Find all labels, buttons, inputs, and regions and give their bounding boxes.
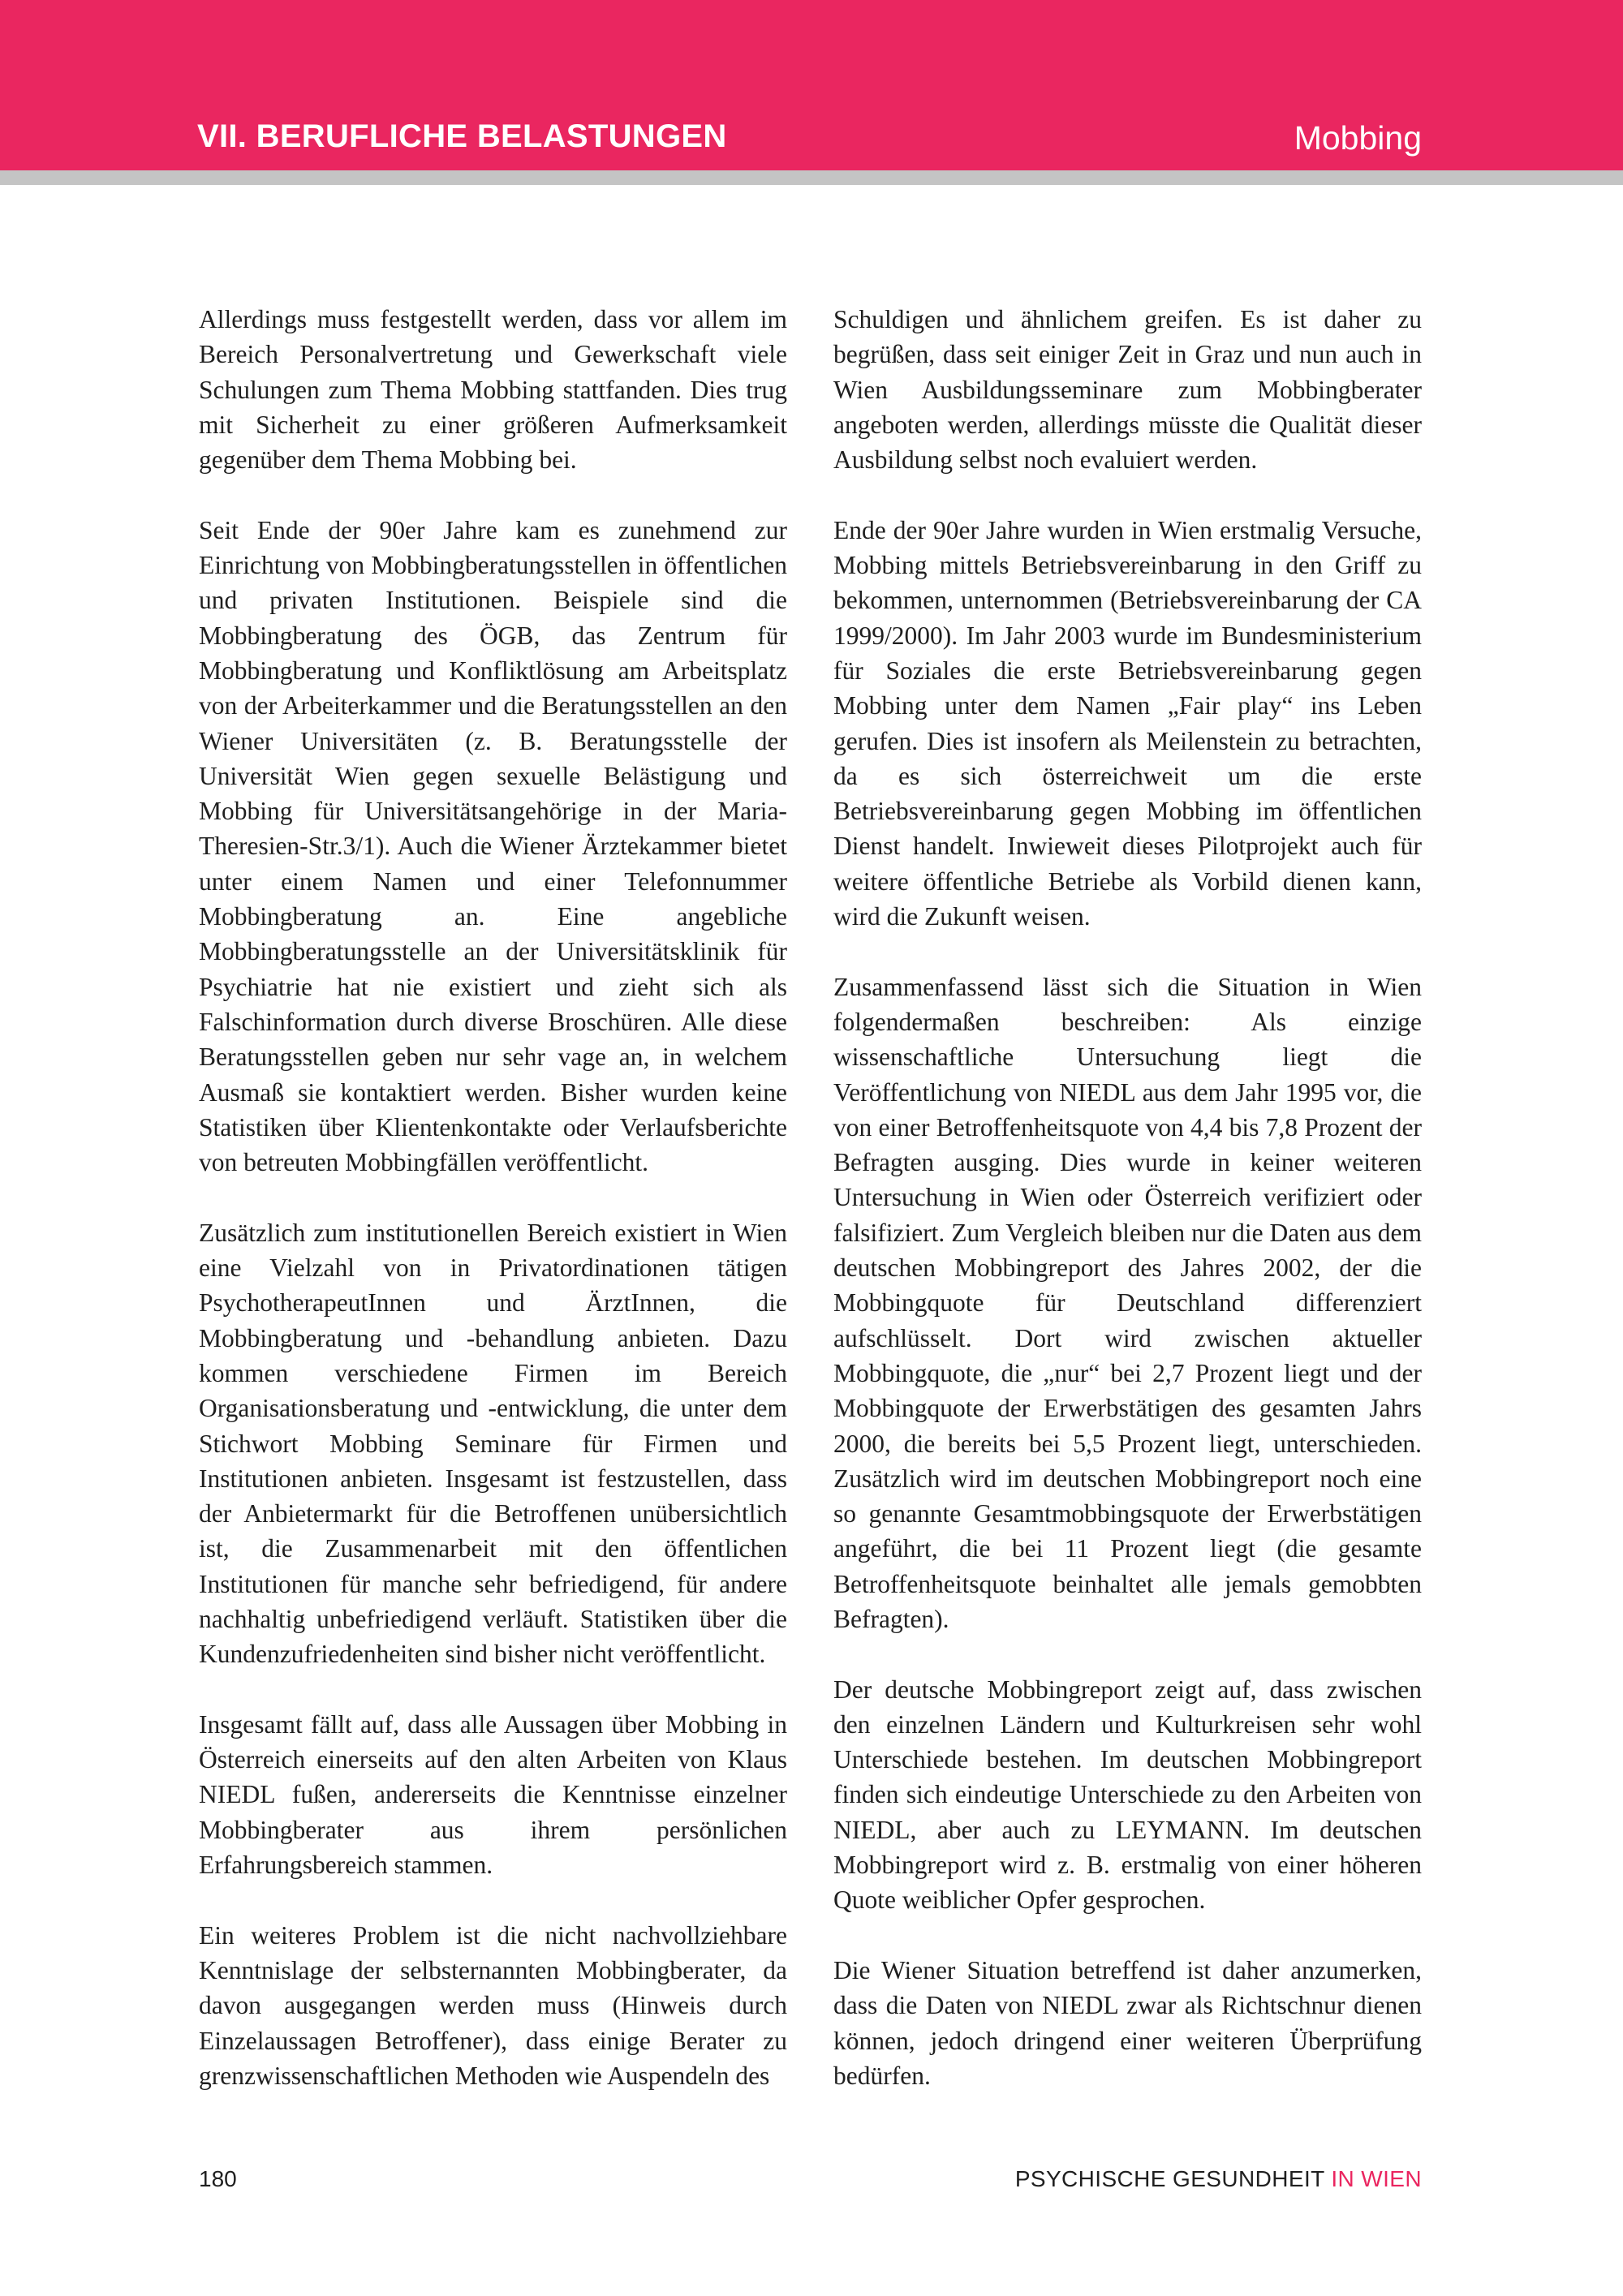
left-text-column: [199, 302, 787, 2093]
footer-title-main: PSYCHISCHE GESUNDHEIT: [1014, 2166, 1325, 2191]
page-number: 180: [199, 2166, 237, 2191]
footer-title-accent: IN WIEN: [1331, 2166, 1422, 2191]
paragraph: Zusätzlich zum institutionellen Bereich existiert in Wien eine Vielzahl von in Privatordinationen tätigen PsychotherapeutInnen und ÄrztInnen, die Mobbingberatung und -behandlung anbieten. Dazu kommen verschiedene Firmen im Bereich Organisationsberatung und -entwicklung, die unter dem Stichwort Mobbing Seminare für Firmen und Institutionen anbieten. Insgesamt ist festzustellen, dass der Anbietermarkt für die Betroffenen unübersichtlich ist, die Zusammenarbeit mit den öffentlichen Institutionen für manche sehr befriedigend, für andere nachhaltig unbefriedigend verläuft. Statistiken über die Kundenzufriedenheiten sind bisher nicht veröffentlicht.: [199, 1218, 787, 1669]
paragraph: Zusammenfassend lässt sich die Situation in Wien folgendermaßen beschreiben: Als einzige wissenschaftliche Untersuchung liegt die Veröffentlichung von NIEDL aus dem Jahr 1995 vor, die von einer Betroffenheitsquote von 4,4 bis 7,8 Prozent der Befragten ausging. Dies wurde in keiner weiteren Untersuchung in Wien oder Österreich verifiziert oder falsifiziert. Zum Vergleich bleiben nur die Daten aus dem deutschen Mobbingreport des Jahres 2002, der die Mobbingquote für Deutschland differenziert aufschlüsselt. Dort wird zwischen aktueller Mobbingquote, die „nur“ bei 2,7 Prozent liegt und der Mobbingquote der Erwerbstätigen des gesamten Jahrs 2000, die bereits bei 5,5 Prozent liegt, unterschieden. Zusätzlich wird im deutschen Mobbingreport noch eine so genannte Gesamtmobbingsquote der Erwerbstätigen angeführt, die bei 11 Prozent liegt (die gesamte Betroffenheitsquote beinhaltet alle jemals gemobbten Befragten).: [833, 972, 1422, 1633]
footer-publication-title: [1015, 2168, 1422, 2191]
paragraph: Ein weiteres Problem ist die nicht nachvollziehbare Kenntnislage der selbsternannten Mobbingberater, da davon ausgegangen werden muss (Hinweis durch Einzelaussagen Betroffener), dass einige Berater zu grenzwissenschaftlichen Methoden wie Auspendeln des: [199, 1920, 787, 2090]
paragraph: Die Wiener Situation betreffend ist daher anzumerken, dass die Daten von NIEDL zwar als Richtschnur dienen können, jedoch dringend einer weiteren Überprüfung bedürfen.: [833, 1955, 1422, 2090]
paragraph: Schuldigen und ähnlichem greifen. Es ist daher zu begrüßen, dass seit einiger Zeit in Graz und nun auch in Wien Ausbildungsseminare zum Mobbingberater angeboten werden, allerdings müsste die Qualität dieser Ausbildung selbst noch evaluiert werden.: [833, 305, 1422, 475]
paragraph: Insgesamt fällt auf, dass alle Aussagen über Mobbing in Österreich einerseits auf den alten Arbeiten von Klaus NIEDL fußen, andererseits die Kenntnisse einzelner Mobbingberater aus ihrem persönlichen Erfahrungsbereich stammen.: [199, 1709, 787, 1880]
right-text-column: [833, 302, 1422, 2093]
section-title: VII. BERUFLICHE BELASTUNGEN: [197, 118, 727, 154]
header-shadow-bar: [0, 170, 1623, 185]
topic-label: Mobbing: [1294, 119, 1422, 157]
paragraph: Ende der 90er Jahre wurden in Wien erstmalig Versuche, Mobbing mittels Betriebsvereinbarung in den Griff zu bekommen, unternommen (Betriebsvereinbarung der CA 1999/2000). Im Jahr 2003 wurde im Bundesministerium für Soziales die erste Betriebsvereinbarung gegen Mobbing unter dem Namen „Fair play“ ins Leben gerufen. Dies ist insofern als Meilenstein zu betrachten, da es sich österreichweit um die erste Betriebsvereinbarung gegen Mobbing im öffentlichen Dienst handelt. Inwieweit dieses Pilotprojekt auch für weitere öffentliche Betriebe als Vorbild dienen kann, wird die Zukunft weisen.: [833, 515, 1422, 931]
paragraph: Allerdings muss festgestellt werden, dass vor allem im Bereich Personalvertretung und Gewerkschaft viele Schulungen zum Thema Mobbing stattfanden. Dies trug mit Sicherheit zu einer größeren Aufmerksamkeit gegenüber dem Thema Mobbing bei.: [199, 305, 787, 475]
paragraph: Der deutsche Mobbingreport zeigt auf, dass zwischen den einzelnen Ländern und Kulturkreisen sehr wohl Unterschiede bestehen. Im deutschen Mobbingreport finden sich eindeutige Unterschiede zu den Arbeiten von NIEDL, aber auch zu LEYMANN. Im deutschen Mobbingreport wird z. B. erstmalig von einer höheren Quote weiblicher Opfer gesprochen.: [833, 1675, 1422, 1915]
paragraph: Seit Ende der 90er Jahre kam es zunehmend zur Einrichtung von Mobbingberatungsstellen in öffentlichen und privaten Institutionen. Beispiele sind die Mobbingberatung des ÖGB, das Zentrum für Mobbingberatung und Konfliktlösung am Arbeitsplatz von der Arbeiterkammer und die Beratungsstellen an den Wiener Universitäten (z. B. Beratungsstelle der Universität Wien gegen sexuelle Belästigung und Mobbing für Universitätsangehörige in der Maria-Theresien-Str.3/1). Auch die Wiener Ärztekammer bietet unter einem Namen und einer Telefonnummer Mobbingberatung an. Eine angebliche Mobbingberatungsstelle an der Universitätsklinik für Psychiatrie hat nie existiert und zieht sich als Falschinformation durch diverse Broschüren. Alle diese Beratungsstellen geben nur sehr vage an, in welchem Ausmaß sie kontaktiert werden. Bisher wurden keine Statistiken über Klientenkontakte oder Verlaufsberichte von betreuten Mobbingfällen veröffentlicht.: [199, 515, 787, 1177]
